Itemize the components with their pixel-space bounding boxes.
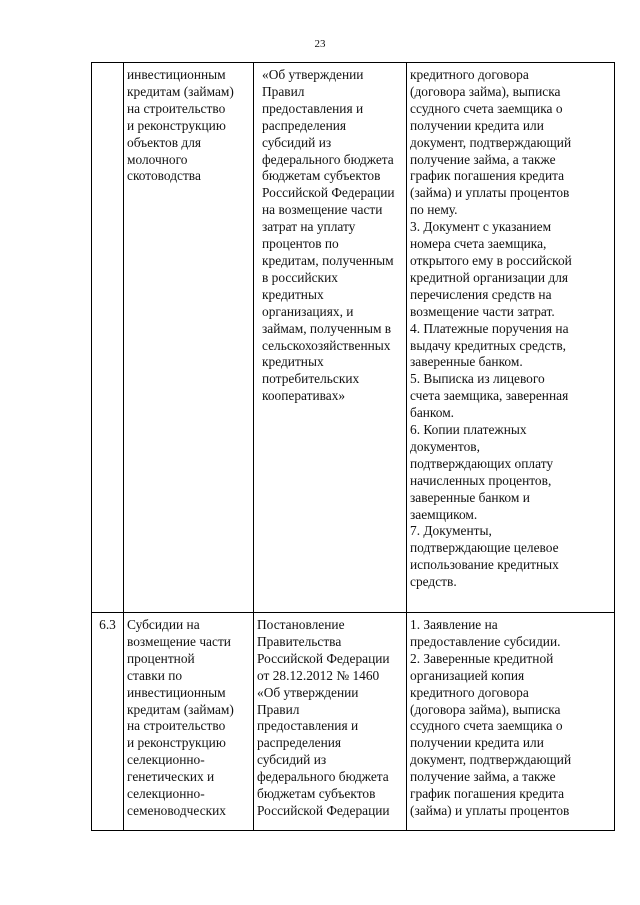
- cell-text-line: кооперативах»: [262, 388, 346, 404]
- cell-text-line: предоставления и: [262, 100, 364, 116]
- cell-text-line: документов,: [410, 438, 480, 454]
- cell-text-line: ссудного счета заемщика о: [410, 100, 563, 116]
- cell-text-line: заверенные банком.: [410, 354, 523, 370]
- cell-text-line: инвестиционным: [127, 67, 226, 82]
- cell-text-line: кредитам (займам): [127, 83, 234, 99]
- cell-text-line: процентов по: [262, 236, 339, 252]
- cell-text-line: кредитам (займам): [127, 701, 234, 717]
- cell-text-line: 3. Документ с указанием: [410, 219, 552, 235]
- cell-text-line: 4. Платежные поручения на: [410, 320, 569, 336]
- cell-text-line: (займа) и уплаты процентов: [410, 185, 570, 201]
- cell-text-line: кредитных: [262, 286, 324, 302]
- cell-text-line: номера счета заемщика,: [410, 236, 547, 252]
- legal-basis-cell: [254, 63, 407, 613]
- cell-text-line: затрат на уплату: [262, 219, 356, 235]
- cell-text-line: предоставление субсидии.: [410, 633, 561, 649]
- cell-text-line: (займа) и уплаты процентов: [410, 802, 570, 818]
- cell-text-line: кредитного договора: [410, 684, 529, 700]
- cell-text-line: документ, подтверждающий: [410, 134, 572, 150]
- cell-text-line: на возмещение части: [262, 202, 383, 218]
- cell-text-line: счета заемщика, заверенная: [410, 388, 569, 404]
- cell-text-line: возмещение части: [127, 633, 231, 649]
- cell-text-line: подтверждающих оплату: [410, 455, 554, 471]
- cell-text-line: субсидий из: [262, 134, 332, 150]
- row-number-cell: 6.3: [92, 613, 124, 831]
- cell-text-line: займам, полученным в: [262, 320, 392, 336]
- cell-text-line: ставки по: [127, 667, 183, 683]
- cell-text-line: «Об утверждении: [257, 684, 359, 700]
- cell-text-line: селекционно-: [127, 786, 205, 802]
- cell-text-line: семеноводческих: [127, 802, 227, 818]
- cell-text-line: выдачу кредитных средств,: [410, 337, 567, 353]
- cell-text-line: в российских: [262, 269, 338, 285]
- cell-text-line: 1. Заявление на: [410, 617, 498, 632]
- cell-text-line: «Об утверждении: [262, 67, 364, 82]
- cell-text-line: график погашения кредита: [410, 168, 565, 184]
- cell-text-line: Правил: [262, 83, 305, 99]
- cell-text-line: Российской Федерации: [257, 650, 390, 666]
- cell-text-line: Российской Федерации: [257, 802, 390, 818]
- cell-text-line: 6. Копии платежных: [410, 422, 527, 438]
- cell-text-line: распределения: [257, 735, 342, 751]
- cell-text-line: (договора займа), выписка: [410, 83, 561, 99]
- cell-text-line: 7. Документы,: [410, 523, 492, 539]
- cell-text-line: скотоводства: [127, 168, 201, 184]
- cell-text-line: и реконструкцию: [127, 735, 226, 751]
- required-documents-cell: [407, 63, 615, 613]
- row-number-cell: [92, 63, 124, 613]
- cell-text-line: бюджетам субъектов: [257, 786, 376, 802]
- cell-text-line: заемщиком.: [410, 506, 478, 522]
- subsidy-documents-table: [91, 62, 615, 831]
- cell-text-line: организациях, и: [262, 303, 354, 319]
- cell-text-line: по нему.: [410, 202, 458, 218]
- table-row: [92, 63, 615, 613]
- page-number: 23: [314, 38, 326, 50]
- cell-text-line: (договора займа), выписка: [410, 701, 561, 717]
- cell-text-line: получение займа, а также: [410, 151, 556, 167]
- cell-text-line: использование кредитных: [410, 557, 559, 573]
- cell-text-line: Правительства: [257, 633, 342, 649]
- cell-text-line: Правил: [257, 701, 300, 717]
- cell-text-line: открытого ему в российской: [410, 252, 572, 268]
- cell-text-line: субсидий из: [257, 752, 327, 768]
- cell-text-line: ссудного счета заемщика о: [410, 718, 563, 734]
- cell-text-line: потребительских: [262, 371, 360, 387]
- cell-text-line: начисленных процентов,: [410, 472, 552, 488]
- cell-text-line: Российской Федерации: [262, 185, 395, 201]
- table-row: [92, 613, 615, 831]
- cell-text-line: предоставления и: [257, 718, 359, 734]
- subsidy-type-cell: [124, 63, 254, 613]
- cell-text-line: федерального бюджета: [257, 769, 389, 785]
- cell-text-line: распределения: [262, 117, 347, 133]
- cell-text-line: средств.: [410, 574, 457, 590]
- cell-text-line: объектов для: [127, 134, 202, 150]
- legal-basis-cell: [254, 613, 407, 831]
- cell-text-line: генетических и: [127, 769, 215, 785]
- cell-text-line: банком.: [410, 405, 455, 421]
- cell-text-line: возмещение части затрат.: [410, 303, 555, 319]
- cell-text-line: получении кредита или: [410, 117, 544, 133]
- cell-text-line: кредитного договора: [410, 67, 529, 82]
- cell-text-line: подтверждающие целевое: [410, 540, 559, 556]
- cell-text-line: селекционно-: [127, 752, 205, 768]
- cell-text-line: и реконструкцию: [127, 117, 226, 133]
- cell-text-line: 2. Заверенные кредитной: [410, 650, 554, 666]
- cell-text-line: получении кредита или: [410, 735, 544, 751]
- cell-text-line: кредитных: [262, 354, 324, 370]
- cell-text-line: организацией копия: [410, 667, 525, 683]
- cell-text-line: процентной: [127, 650, 195, 666]
- cell-text-line: бюджетам субъектов: [262, 168, 381, 184]
- cell-text-line: график погашения кредита: [410, 786, 565, 802]
- cell-text-line: кредитам, полученным: [262, 252, 394, 268]
- cell-text-line: кредитной организации для: [410, 269, 569, 285]
- cell-text-line: на строительство: [127, 100, 226, 116]
- cell-text-line: 5. Выписка из лицевого: [410, 371, 545, 387]
- cell-text-line: сельскохозяйственных: [262, 337, 391, 353]
- required-documents-cell: [407, 613, 615, 831]
- cell-text-line: федерального бюджета: [262, 151, 394, 167]
- cell-text-line: молочного: [127, 151, 188, 167]
- cell-text-line: на строительство: [127, 718, 226, 734]
- cell-text-line: от 28.12.2012 № 1460: [257, 667, 380, 683]
- cell-text-line: получение займа, а также: [410, 769, 556, 785]
- cell-text-line: перечисления средств на: [410, 286, 552, 302]
- cell-text-line: Субсидии на: [127, 617, 200, 632]
- cell-text-line: заверенные банком и: [410, 489, 530, 505]
- cell-text-line: инвестиционным: [127, 684, 226, 700]
- cell-text-line: документ, подтверждающий: [410, 752, 572, 768]
- cell-text-line: Постановление: [257, 617, 345, 632]
- subsidy-type-cell: [124, 613, 254, 831]
